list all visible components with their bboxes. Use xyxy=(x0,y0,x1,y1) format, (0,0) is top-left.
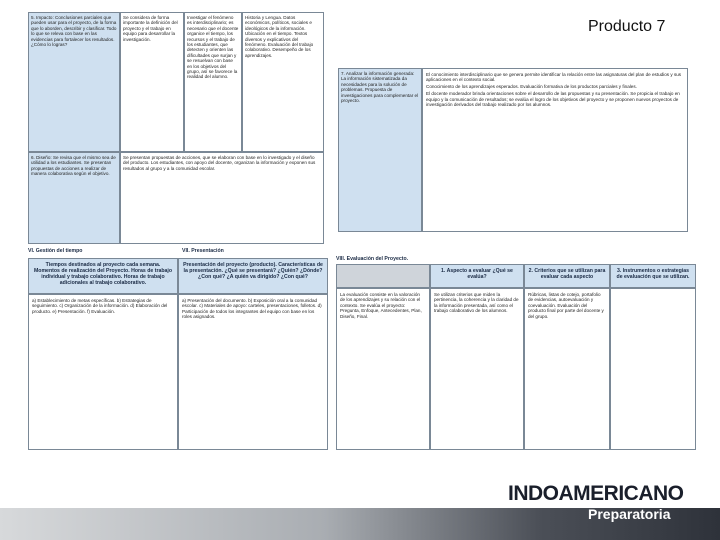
eval-col3-body xyxy=(524,288,610,450)
eval-header-1 xyxy=(430,264,524,288)
eval-header-2-text: 2. Criterios que se utilizan para evaluar cada aspecto xyxy=(528,268,606,280)
top-right-table xyxy=(338,68,688,232)
eval-header-1-text: 1. Aspecto a evaluar ¿Qué se evalúa? xyxy=(441,268,513,280)
eval-header-3-text: 3. Instrumentos o estrategias de evaluación que se utilizan. xyxy=(616,268,690,280)
analysis-col2-text: El conocimiento interdisciplinario que se genera permite identificar la relación entre las asignaturas del plan de estudios y sus aplicaciones en el contexto social. xyxy=(426,72,682,83)
analysis-task-text: 7. Analizar la información generada: La información sistematizada da necesidades para la solución de problemas. Propuesta de investigaciones para complementar el proyecto. xyxy=(341,71,419,104)
top-left-table xyxy=(28,12,324,244)
analysis-task-cell xyxy=(338,68,422,232)
col4-text: Historia y Lengua. Datos económicos, políticos, sociales e ideológicos de la información. Ubicación en el tiempo. Textos diversos y explicativos del fenómeno. Evaluación del trabajo colaborativo. Desempeño de los aprendizajes. xyxy=(245,15,314,58)
col3-cell xyxy=(184,12,242,152)
gestion-body xyxy=(28,294,178,450)
task2-cell xyxy=(28,152,120,244)
analysis-body-text: El docente moderador brinda orientaciones sobre el desarrollo de las propuestas y su presentación. Se propicia el trabajo en equipo y la comunicación de resultados; se evalúa el logro de los objetivos del proyecto y se proponen nuevos proyectos de investigación derivados del trabajo realizado por los alumnos. xyxy=(426,91,680,108)
evaluacion-table xyxy=(336,264,696,450)
eval-col1-body xyxy=(336,288,430,450)
task-cell xyxy=(28,12,120,152)
col4-cell xyxy=(242,12,324,152)
gestion-header-text: Tiempos destinados al proyecto cada semana. Momentos de realización del Proyecto. Horas de trabajo individual y trabajo colaborativo. Horas de trabajo adicionales al trabajo colaborativo. xyxy=(33,262,173,286)
col2-text: Se considera de forma importante la definición del proyecto y el trabajo en equipo para desarrollar la investigación. xyxy=(123,15,178,42)
eval-header-blank xyxy=(336,264,430,288)
col3-text: Investigar el fenómeno es interdisciplinario; es necesario que el docente organice el tiempo, los recursos y el trabajo de los estudiantes, que detecten y orienten las dificultades que surjan y se resuelvan con base en los objetivos del grupo, así se favorece la realidad del alumno. xyxy=(187,15,239,80)
presentacion-header xyxy=(178,258,328,294)
eval-col1-text: La evaluación consiste en la valoración de los aprendizajes y su relación con el contexto. Se evalúa el proyecto: Pregunta, Enfoque, Antecedentes, Plan, Diseño, Final. xyxy=(340,292,422,319)
analysis-col3-text: Conocimiento de los aprendizajes esperados. Evaluación formativa de los productos parciales y finales. xyxy=(426,84,637,90)
eval-header-2 xyxy=(524,264,610,288)
eval-col3-text: Rúbricas, listas de cotejo, portafolio de evidencias, autoevaluación y coevaluación. Evaluación del producto final por parte del docente y del grupo. xyxy=(528,292,604,319)
eval-header-3 xyxy=(610,264,696,288)
task2-body-cell xyxy=(120,152,324,244)
brand-tagline: Preparatoria xyxy=(588,506,671,522)
section6-label: VI. Gestión del tiempo xyxy=(28,248,83,254)
task2-body: Se presentan propuestas de acciones, que se elaboran con base en lo investigado y el diseño del producto. Los estudiantes, con apoyo del docente, organizan la información y exponen sus resultados al grupo y a la comunidad escolar. xyxy=(123,155,316,171)
gestion-table xyxy=(28,258,328,450)
presentacion-header-text: Presentación del proyecto (producto). Características de la presentación. ¿Qué se presentará? ¿Quién? ¿Dónde? ¿Con qué? ¿A quién va dirigido? ¿Con qué? xyxy=(183,262,323,280)
brand-name: INDOAMERICANO xyxy=(508,482,684,505)
col2-cell xyxy=(120,12,184,152)
section8-label: VIII. Evaluación del Proyecto. xyxy=(336,256,409,262)
analysis-body-cell xyxy=(422,68,688,232)
eval-col2-body xyxy=(430,288,524,450)
section7-label: VII. Presentación xyxy=(182,248,224,254)
task2-text: 6. Diseño: Se revisa que el mismo sea de utilidad a los estudiantes. Se presentan propuestas de acciones a realizar de manera colaborativa según el objetivo. xyxy=(31,155,116,177)
presentacion-body-text: a) Presentación del documento. b) Exposición oral a la comunidad escolar. c) Materiales de apoyo: carteles, presentaciones, folletos. d) Participación de todos los integrantes del equipo con base en los roles asignados. xyxy=(182,298,322,320)
eval-col4-body xyxy=(610,288,696,450)
task-text: 5. Impacto: Conclusiones parciales que pueden usar para el proyecto, de la forma que lo aborden, describir y clasificar. Todo lo que se releva con base en las evidencias para fortalecer los resultados. ¿Cómo lo logras? xyxy=(31,15,117,48)
eval-col2-text: Se utilizan criterios que miden la pertinencia, la coherencia y la claridad de la información presentada, así como el trabajo colaborativo de los alumnos. xyxy=(434,292,519,314)
gestion-body-text: a) Establecimiento de metas específicas. b) Estrategias de seguimiento. c) Organización de la información. d) Elaboración del producto. e) Presentación. f) Evaluación. xyxy=(32,298,168,314)
presentacion-body xyxy=(178,294,328,450)
gestion-header xyxy=(28,258,178,294)
slide-title: Producto 7 xyxy=(588,18,666,35)
